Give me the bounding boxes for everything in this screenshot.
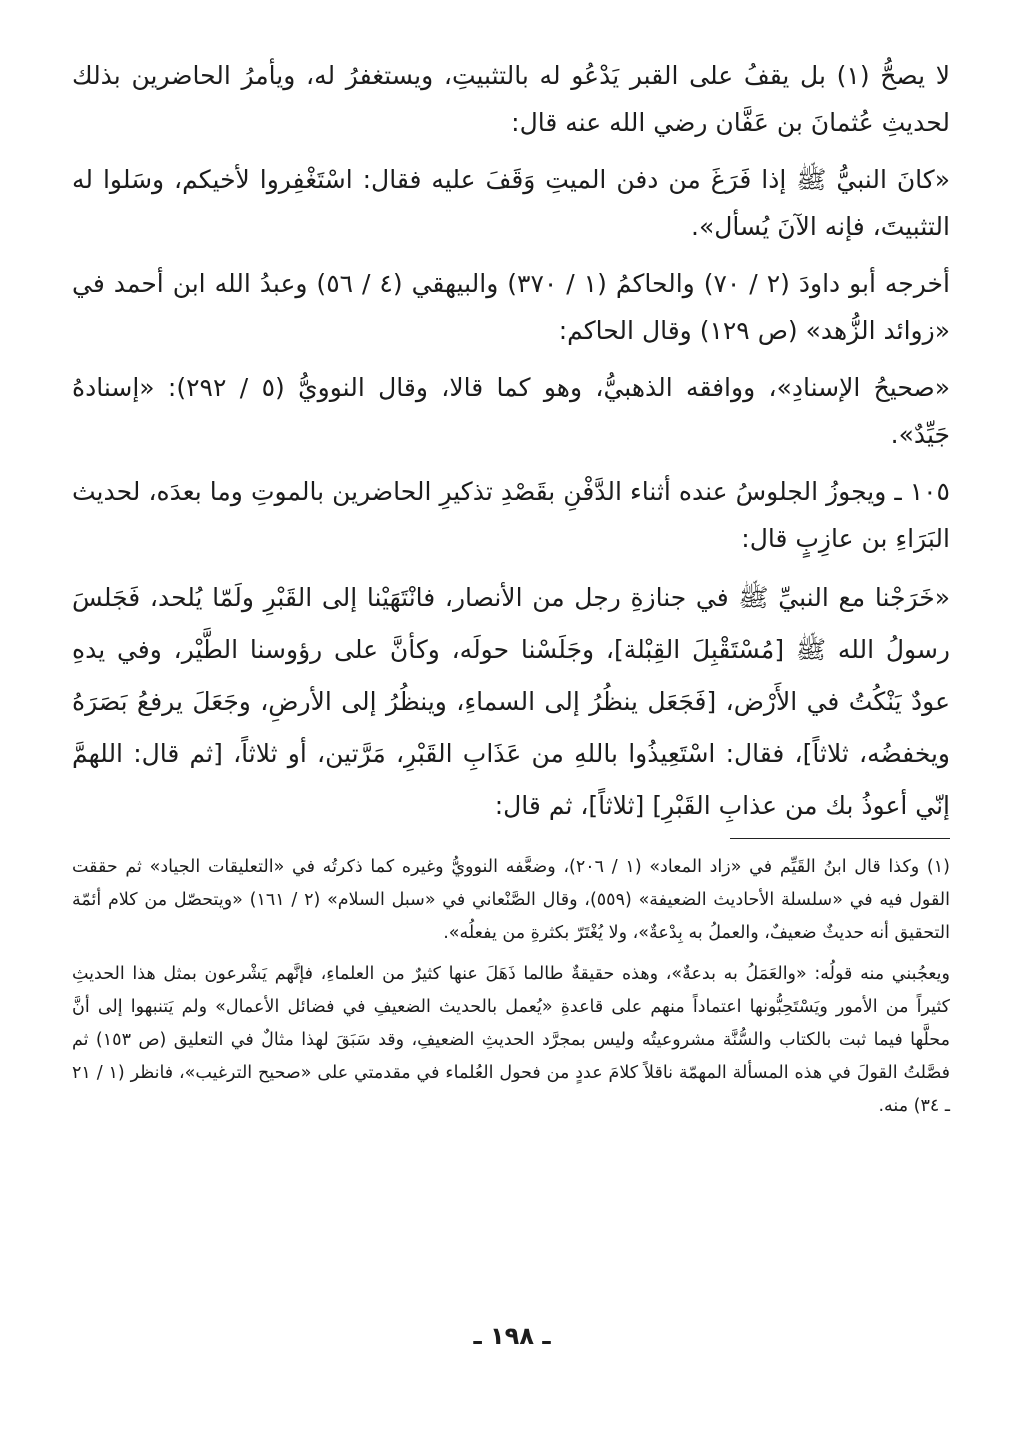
- footnote-separator: [730, 838, 950, 839]
- hadith-baraa: «خَرَجْنا مع النبيِّ ﷺ في جنازةِ رجل من الأنصار، فانْتَهَيْنا إلى القَبْرِ ولَمّا يُلحد، فَجَلسَ رسولُ الله ﷺ [مُسْتَقْبِلَ القِبْلة]، وجَلَسْنا حولَه، وكأنَّ على رؤوسنا الطَّيْر، وفي يدهِ عودٌ يَنْكُتُ في الأَرْض، [فَجَعَل ينظُرُ إلى السماءِ، وينظُرُ إلى الأرضِ، وجَعَلَ يرفعُ بَصَرَهُ ويخفضُه، ثلاثاً]، فقال: اسْتَعِيذُوا باللهِ من عَذَابِ القَبْرِ، مَرَّتين، أو ثلاثاً، [ثم قال: اللهمَّ إنّي أعوذُ بك من عذابِ القَبْرِ] [ثلاثاً]، ثم قال:: [72, 583, 950, 820]
- footnote-1-continued: ويعجُبني منه قولُه: «والعَمَلُ به بدعةٌ»، وهذه حقيقةٌ طالما ذَهَلَ عنها كثيرٌ من العلماءِ، فإنَّهم يَشْرعون بمثل هذا الحديثِ كثيراً من الأمور ويَسْتَحِبُّونها اعتماداً منهم على قاعدةِ «يُعمل بالحديث الضعيفِ في فضائل الأعمال» ولم يَتنبهوا إلى أنَّ محلَّها فيما ثبت بالكتاب والسُّنَّة مشروعيتُه وليس بمجرَّد الحديثِ الضعيفِ، وقد سَبَقَ لهذا مثالٌ في التعليق (ص ١٥٣) ثم فصَّلتُ القولَ في هذه المسألة المهمّة ناقلاً كلامَ عددٍ من فحول العُلماء في مقدمتي على «صحيح الترغيب»، فانظر (١ / ٢١ ـ ٣٤) منه.: [72, 964, 950, 1116]
- paragraph-intro: لا يصحُّ (١) بل يقفُ على القبر يَدْعُو له بالتثبيتِ، ويستغفرُ له، ويأمرُ الحاضرين بذلك لحديثِ عُثمانَ بن عَفَّان رضي الله عنه قال:: [72, 61, 950, 137]
- grading-paragraph: «صحيحُ الإسنادِ»، ووافقه الذهبيُّ، وهو كما قالا، وقال النوويُّ (٥ / ٢٩٢): «إسنادهُ جَيِّدٌ».: [72, 373, 950, 449]
- section-105: ١٠٥ ـ ويجوزُ الجلوسُ عنده أثناء الدَّفْنِ بقَصْدِ تذكيرِ الحاضرين بالموتِ وما بعدَه، لحديث البَرَاءِ بن عازِبٍ قال:: [72, 477, 950, 553]
- footnote-1: (١) وكذا قال ابنُ القَيِّم في «زاد المعاد» (١ / ٢٠٦)، وضعَّفه النوويُّ وغيره كما ذكرتُه في «التعليقات الجياد» ثم حققت القول فيه في «سلسلة الأحاديث الضعيفة» (٥٥٩)، وقال الصَّنْعاني في «سبل السلام» (٢ / ١٦١) «ويتحصّل من كلام أئمّة التحقيق أنه حديثٌ ضعيفٌ، والعملُ به بِدْعةٌ»، ولا يُغْتَرّ بكثرةِ من يفعلُه».: [72, 857, 950, 943]
- page-body: [72, 52, 950, 1131]
- hadith-uthman: «كانَ النبيُّ ﷺ إذا فَرَغَ من دفن الميتِ وَقَفَ عليه فقال: اسْتَغْفِروا لأخيكم، وسَلوا له التثبيتَ، فإنه الآنَ يُسأل».: [72, 165, 950, 241]
- page-number: ـ ١٩٨ ـ: [473, 1322, 551, 1350]
- takhrij-paragraph: أخرجه أبو داودَ (٢ / ٧٠) والحاكمُ (١ / ٣٧٠) والبيهقي (٤ / ٥٦) وعبدُ الله ابن أحمد في «زوائد الزُّهد» (ص ١٢٩) وقال الحاكم:: [72, 269, 950, 345]
